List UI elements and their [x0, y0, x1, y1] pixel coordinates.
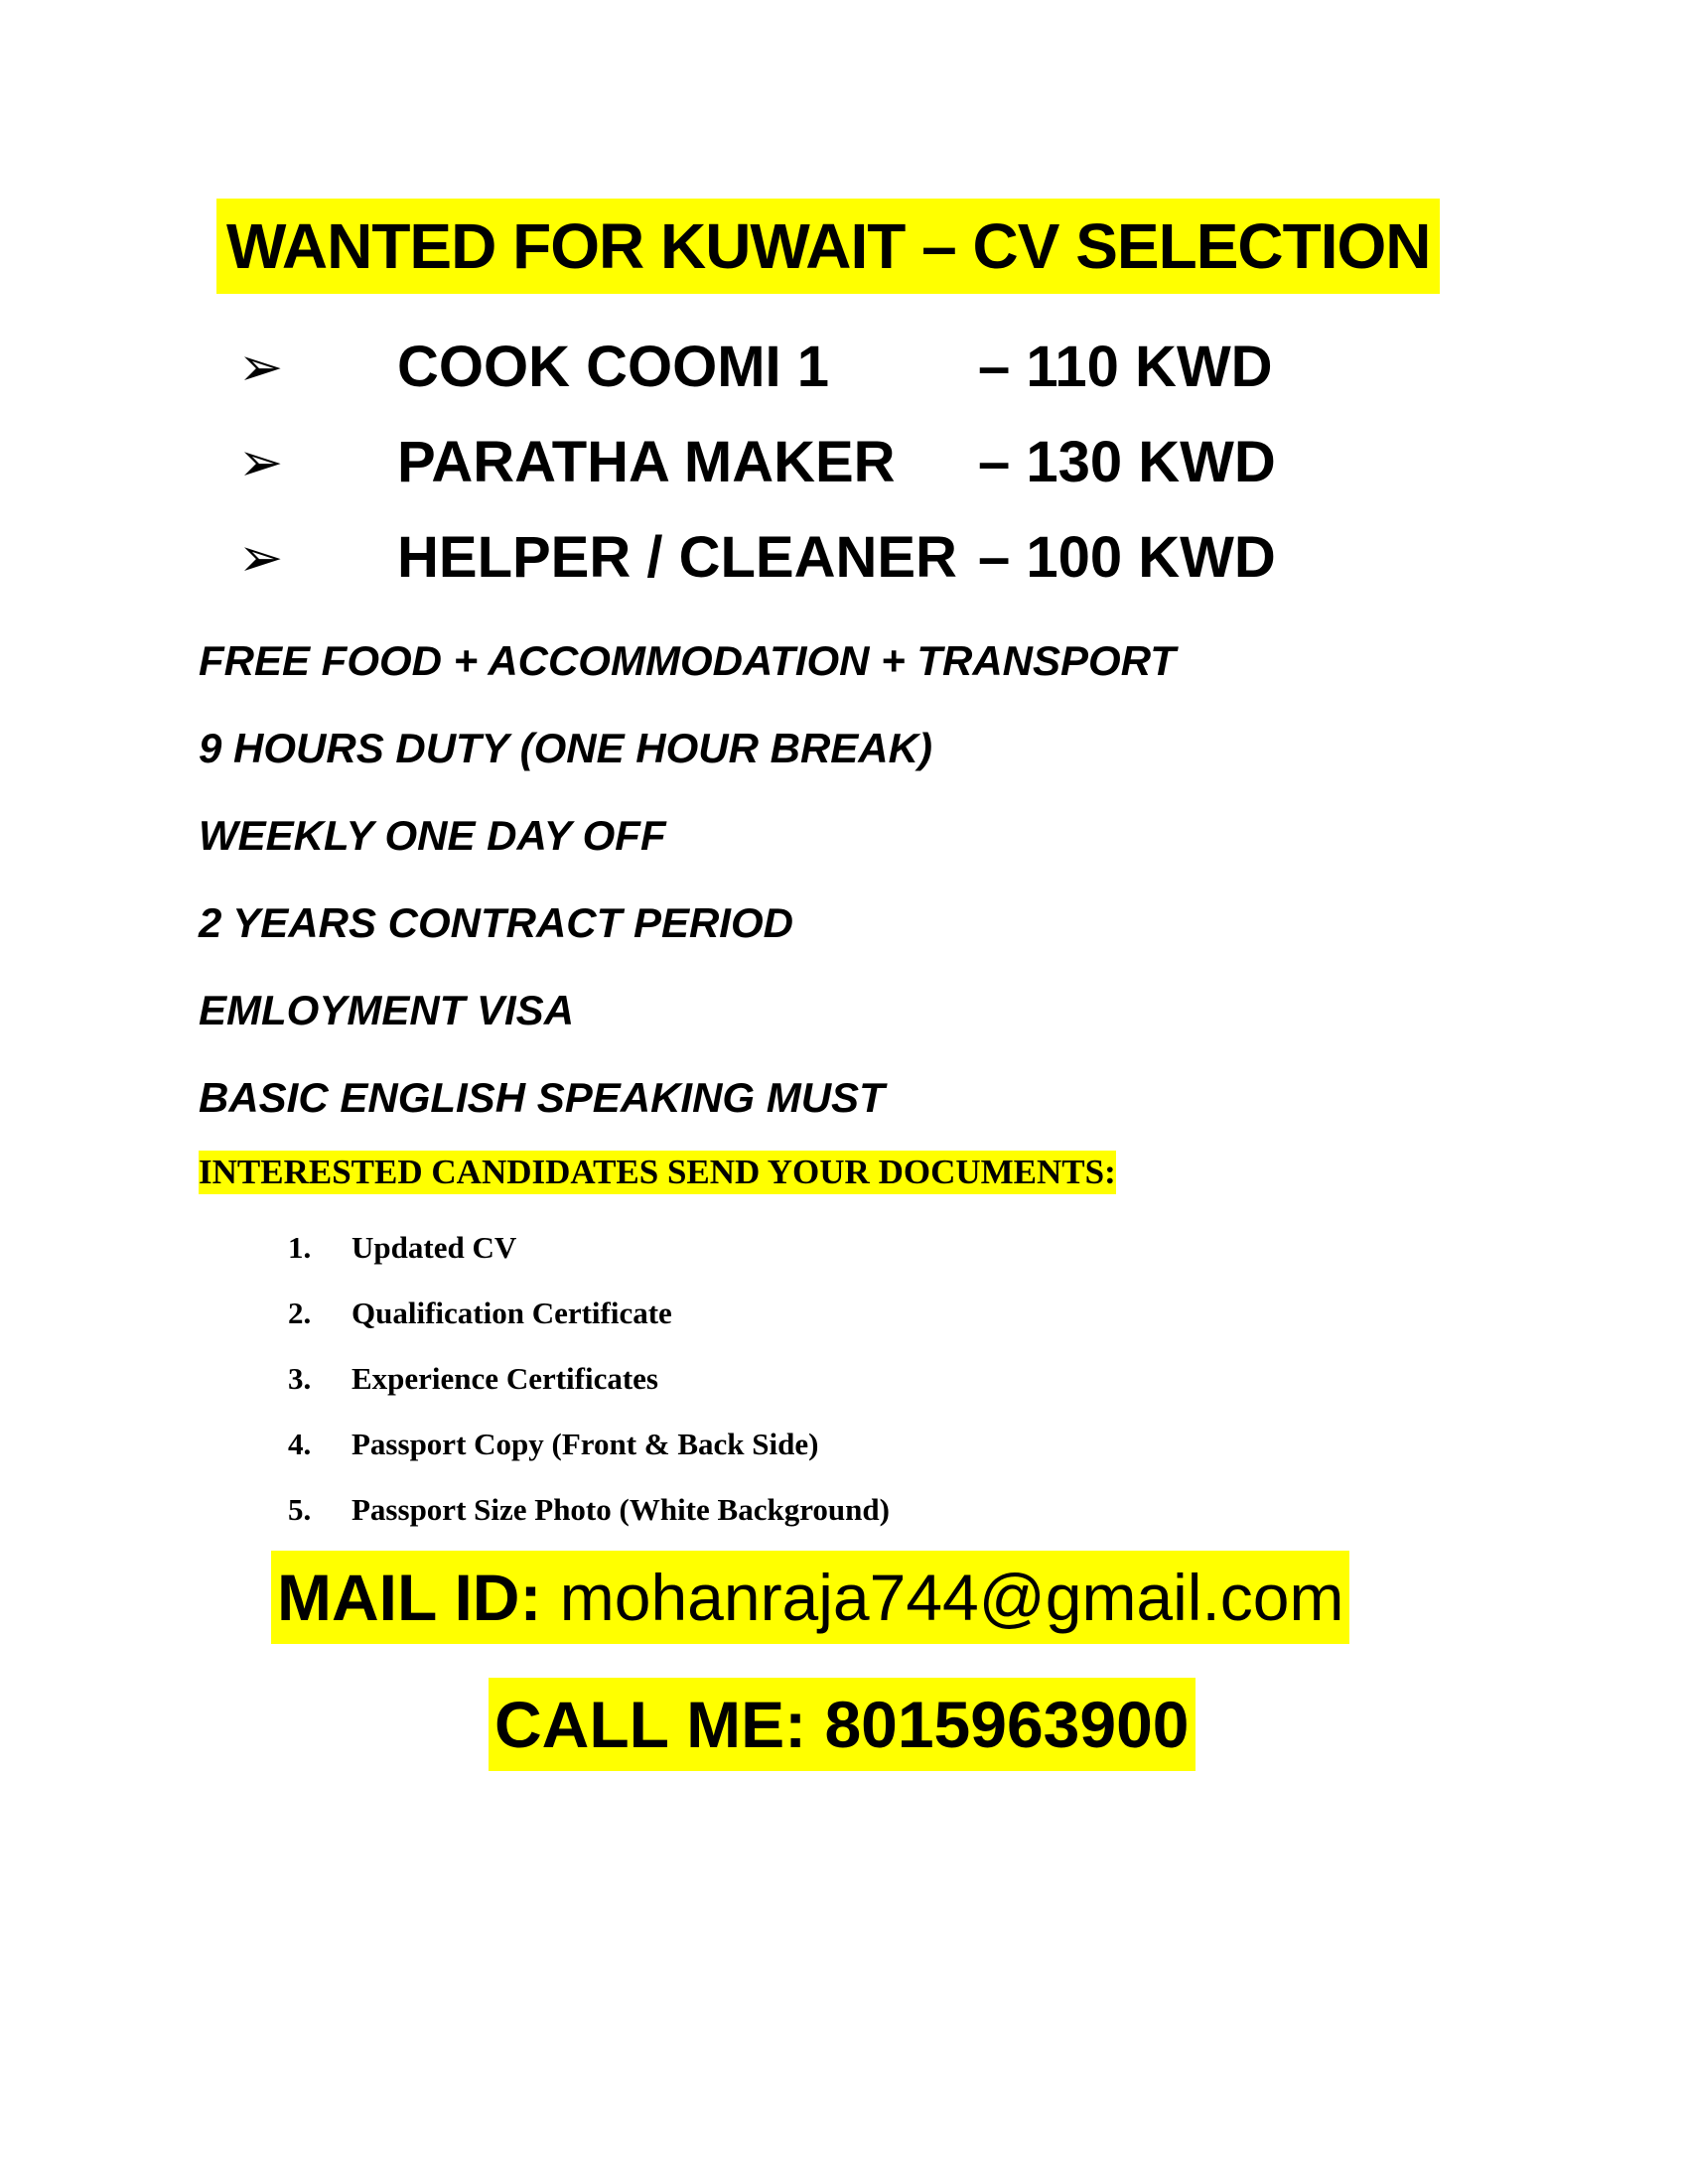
arrow-bullet-icon: ➢ — [238, 336, 284, 398]
mail-contact — [271, 1551, 1349, 1644]
document-text: Passport Size Photo (White Background) — [352, 1492, 890, 1527]
document-number: 2. — [288, 1296, 312, 1330]
call-label: CALL ME: — [494, 1688, 807, 1761]
job-salary: – 110 KWD — [978, 335, 1273, 399]
benefit-line: FREE FOOD + ACCOMMODATION + TRANSPORT — [199, 637, 1176, 684]
job-title: PARATHA MAKER — [397, 430, 896, 494]
mail-label: MAIL ID: — [277, 1561, 542, 1634]
job-title: HELPER / CLEANER — [397, 525, 957, 590]
document-text: Experience Certificates — [352, 1361, 659, 1396]
job-list — [238, 320, 1430, 606]
document-text: Passport Copy (Front & Back Side) — [352, 1427, 819, 1461]
document-number: 3. — [288, 1361, 312, 1396]
job-salary: – 100 KWD — [978, 525, 1276, 590]
document-text: Updated CV — [352, 1230, 517, 1265]
phone-contact — [489, 1678, 1196, 1771]
job-item-helper-cleaner — [238, 510, 1430, 606]
document-number: 4. — [288, 1427, 312, 1461]
arrow-bullet-icon: ➢ — [238, 431, 284, 493]
benefit-line: 2 YEARS CONTRACT PERIOD — [199, 899, 793, 946]
benefit-line: BASIC ENGLISH SPEAKING MUST — [199, 1074, 885, 1121]
page-title: WANTED FOR KUWAIT – CV SELECTION — [216, 199, 1440, 294]
arrow-bullet-icon: ➢ — [238, 526, 284, 589]
benefit-line: 9 HOURS DUTY (ONE HOUR BREAK) — [199, 725, 932, 771]
document-number: 1. — [288, 1230, 312, 1265]
job-item-paratha-maker — [238, 415, 1430, 510]
job-salary: – 130 KWD — [978, 430, 1276, 494]
benefit-line: EMLOYMENT VISA — [199, 987, 575, 1033]
email-address[interactable]: mohanraja744@gmail.com — [559, 1561, 1344, 1634]
phone-number[interactable]: 8015963900 — [824, 1688, 1190, 1761]
job-title: COOK COOMI 1 — [397, 335, 830, 399]
benefits-list — [199, 617, 1176, 1142]
documents-heading: INTERESTED CANDIDATES SEND YOUR DOCUMENTS: — [199, 1151, 1116, 1194]
benefit-line: WEEKLY ONE DAY OFF — [199, 812, 666, 859]
job-item-cook — [238, 320, 1430, 415]
document-text: Qualification Certificate — [352, 1296, 672, 1330]
document-number: 5. — [288, 1492, 312, 1527]
